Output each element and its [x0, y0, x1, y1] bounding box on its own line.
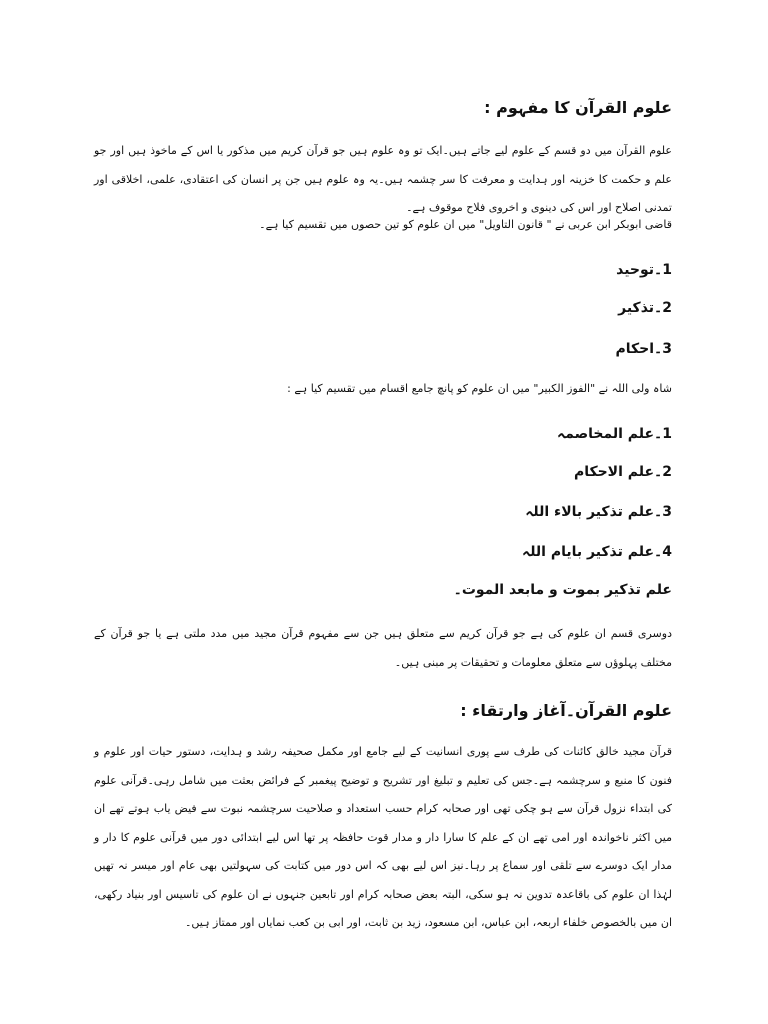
shah-item-ahkam: 2۔علم الاحکام [573, 464, 672, 480]
qazi-item-tawheed: 1۔توحید [616, 262, 672, 278]
origin-heading: علوم القرآن۔آغاز وارتقاء : [460, 701, 672, 720]
shah-item-tazkeer-bi-ayyam: 4۔علم تذکیر بایام اللہ [521, 544, 672, 560]
shah-intro: شاہ ولی اللہ نے "الفوز الکبیر" میں ان علوم کو پانچ جامع اقسام میں تقسیم کیا ہے : [287, 382, 672, 395]
shah-item-tazkeer-bi-alaa: 3۔علم تذکیر بالاء اللہ [525, 504, 672, 520]
qazi-item-tazkeer: 2۔تذکیر [618, 300, 672, 316]
meaning-heading: علوم القرآن کا مفہوم : [484, 98, 672, 117]
shah-item-mukhasama: 1۔علم المخاصمہ [557, 426, 672, 442]
qazi-intro: قاضی ابوبکر ابن عربی نے " قانون التاویل" میں ان علوم کو تین حصوں میں تقسیم کیا ہے۔ [259, 218, 672, 231]
second-type-paragraph: دوسری قسم ان علوم کی ہے جو قرآن کریم سے متعلق ہیں جن سے مفہوم قرآن مجید میں مدد ملتی ہے یا جو قرآن کے مختلف پہلوؤں سے متعلق معلومات و تحقیقات پر مبنی ہیں۔ [94, 627, 672, 669]
shah-item-tazkeer-bi-maut: علم تذکیر بموت و مابعد الموت۔ [453, 582, 672, 598]
origin-paragraph: قرآن مجید خالق کائنات کی طرف سے پوری انسانیت کے لیے جامع اور مکمل صحیفہ رشد و ہدایت، دستور حیات اور علوم و فنون کا منبع و سرچشمہ ہے۔جس کی تعلیم و تبلیغ اور تشریح و توضیح پیغمبر کے فرائض بعثت میں شامل رہی۔قرآنی علوم کی ابتداء نزول قرآن سے ہو چکی تھی اور صحابہ کرام حسب استعداد و صلاحیت سرچشمہ نبوت سے فیض یاب ہوتے تھے ان میں اکثر ناخواندہ اور امی تھے ان کے علم کا سارا دار و مدار قوت حافظہ پر تھا اس لیے ابتدائی دور میں قرآنی علوم کا دار و مدار ایک دوسرے سے تلقی اور سماع پر رہا۔نیز اس لیے بھی کہ اس دور میں کتابت کی سہولتیں بھی عام اور میسر نہ تھیں لہٰذا ان علوم کی باقاعدہ تدوین نہ ہو سکی، البتہ بعض صحابہ کرام اور تابعین جنہوں نے ان علوم کی تاسیس اور بنیاد رکھی، ان میں بالخصوص خلفاء اربعہ، ابن عباس، ابن مسعود، زید بن ثابت، اور ابی بن کعب نمایاں اور ممتاز ہیں۔ [94, 745, 672, 929]
meaning-paragraph: علوم القرآن میں دو قسم کے علوم لیے جاتے ہیں۔ایک تو وہ علوم ہیں جو قرآن کریم میں مذکور یا اس کے ماخوذ ہیں اور جو علم و حکمت کا خزینہ اور ہدایت و معرفت کا سر چشمہ ہیں۔یہ وہ علوم ہیں جن پر انسان کی اعتقادی، علمی، اخلاقی اور تمدنی اصلاح اور اس کی دینوی و اخروی فلاح موقوف ہے۔ [94, 144, 672, 214]
qazi-item-ahkam: 3۔احکام [615, 341, 672, 357]
